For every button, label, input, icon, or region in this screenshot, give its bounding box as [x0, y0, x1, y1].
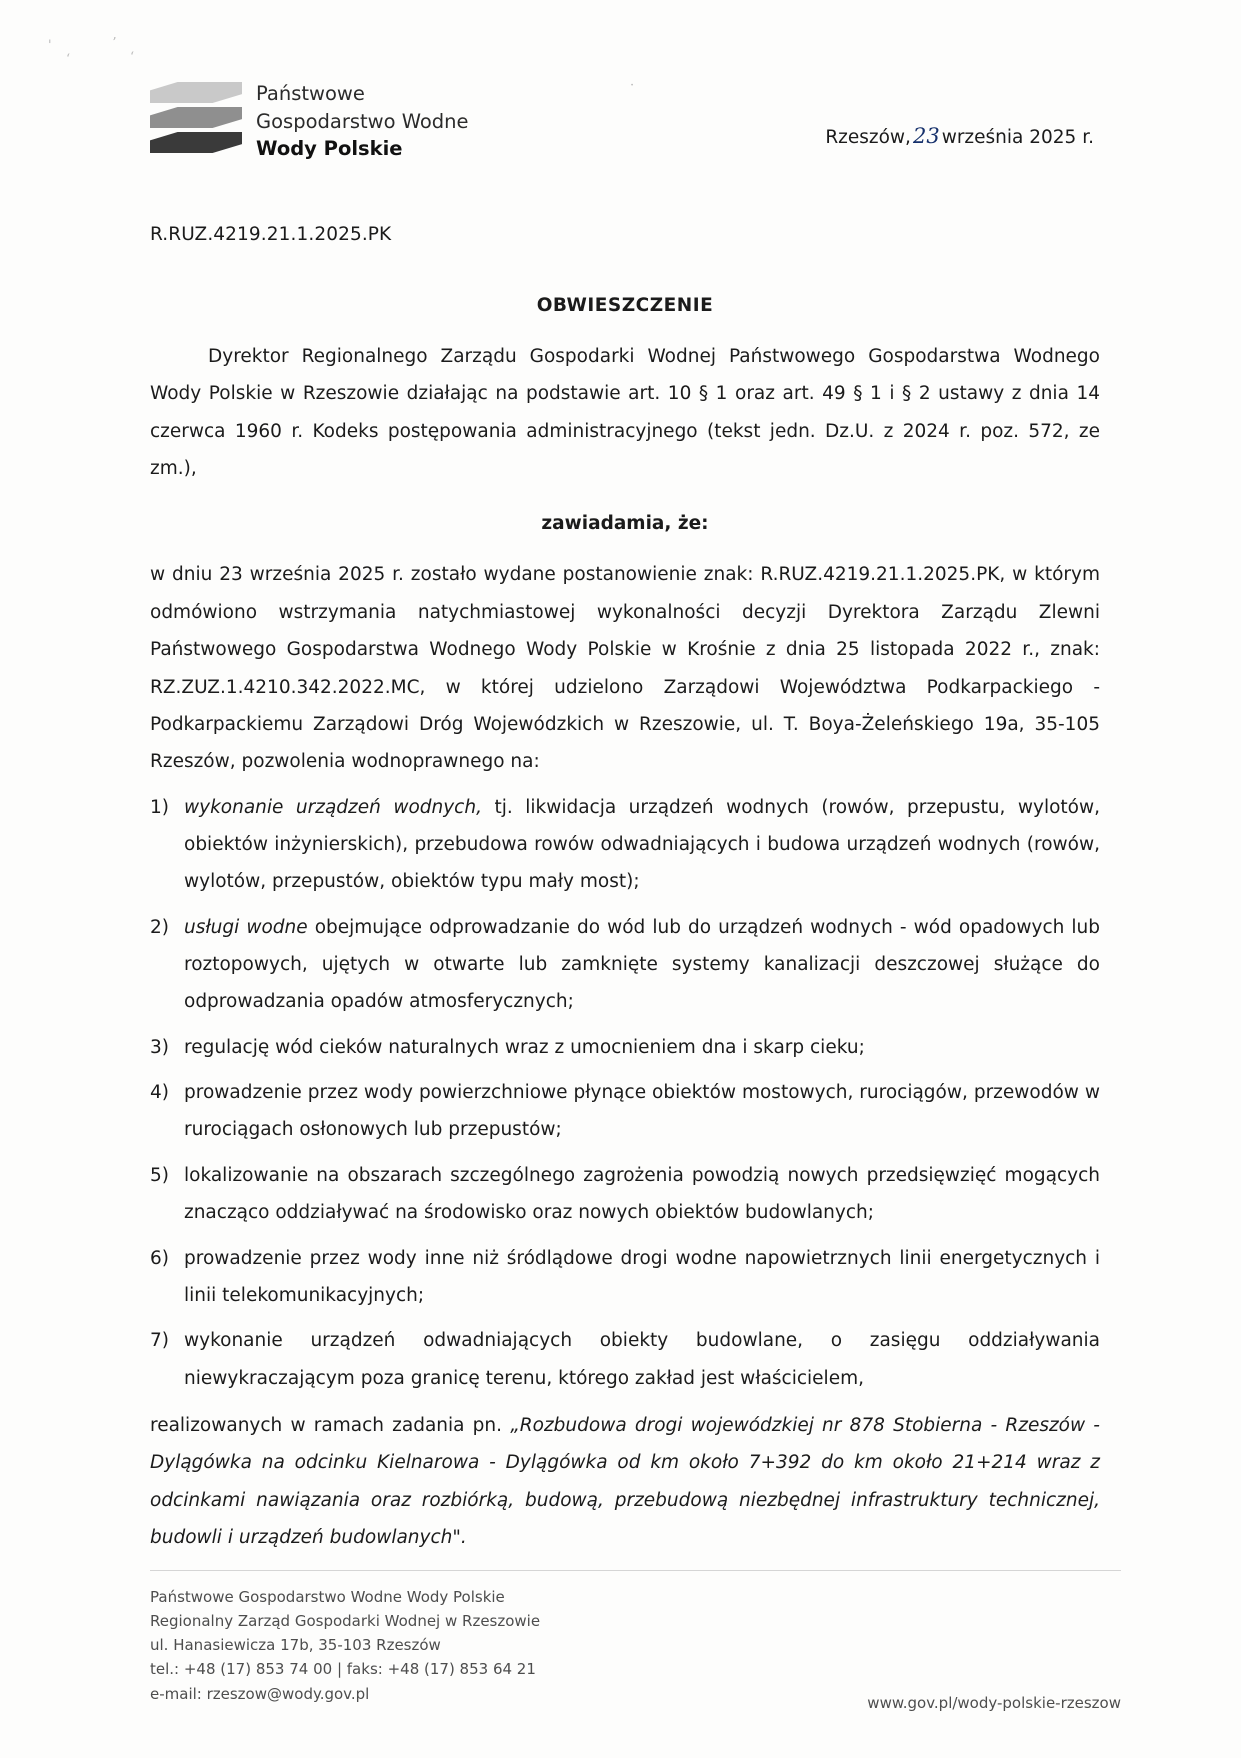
list-item-text: prowadzenie przez wody inne niż śródlądowe drogi wodne napowietrznych linii energetycznych i linii telekomunikacyjnych;: [184, 1247, 1100, 1306]
footer-line-5: e-mail: rzeszow@wody.gov.pl: [150, 1684, 370, 1703]
main-paragraph: w dniu 23 września 2025 r. zostało wydane postanowienie znak: R.RUZ.4219.21.1.2025.PK, w którym odmówiono wstrzymania natychmiastowej wykonalności decyzji Dyrektora Zarządu Zlewni Państwowego Gospodarstwa Wodnego Wody Polskie w Krośnie z dnia 25 listopada 2022 r., znak: RZ.ZUZ.1.4210.342.2022.MC, w której udzielono Zarządowi Województwa Podkarpackiego - Podkarpackiemu Zarządowi Dróg Wojewódzkich w Rzeszowie, ul. T. Boya-Żeleńskiego 19a, 35-105 Rzeszów, pozwolenia wodnoprawnego na:: [150, 564, 1100, 773]
waves-logo-icon: [150, 76, 242, 158]
logo-line-3: Wody Polskie: [256, 137, 403, 161]
footer-line-1: Państwowe Gospodarstwo Wodne Wody Polskie: [150, 1587, 505, 1606]
permit-scope-list: [150, 789, 1100, 1397]
list-item: [150, 1029, 1100, 1066]
notice-lead: zawiadamia, że:: [541, 513, 709, 535]
footer-line-3: ul. Hanasiewicza 17b, 35-103 Rzeszów: [150, 1636, 441, 1655]
list-item-text: tj. likwidacja urządzeń wodnych (rowów, przepustu, wylotów, obiektów inżynierskich), przebudowa rowów odwadniających i budowa urządzeń wodnych (rowów, wylotów, przepustów, obiektów typu mały most);: [184, 796, 1101, 893]
document-footer: [150, 1570, 1121, 1712]
list-item-number: 5): [150, 1164, 169, 1186]
page-title: OBWIESZCZENIE: [536, 295, 714, 316]
list-item: [150, 909, 1100, 1021]
list-item-text: lokalizowanie na obszarach szczególnego zagrożenia powodzią nowych przedsięwzięć mogących znacząco oddziaływać na środowisko oraz nowych obiektów budowlanych;: [184, 1164, 1100, 1224]
list-item-italic-lead: usługi wodne: [184, 916, 308, 938]
list-item-number: 1): [150, 796, 169, 818]
scan-artifact: ·: [630, 78, 635, 93]
list-item-number: 3): [150, 1036, 169, 1058]
scan-artifact: ': [48, 38, 52, 53]
handwritten-day: 23: [912, 124, 940, 148]
footer-line-4: tel.: +48 (17) 853 74 00 | faks: +48 (17) 853 64 21: [150, 1660, 536, 1679]
closing-lead: realizowanych w ramach zadania pn.: [150, 1414, 511, 1436]
document-header: [150, 70, 1100, 180]
closing-paragraph: [150, 1407, 1100, 1556]
list-item: [150, 1240, 1100, 1315]
list-item-number: 4): [150, 1082, 169, 1104]
place-label: Rzeszów,: [825, 127, 911, 148]
list-item-number: 7): [150, 1330, 169, 1352]
list-item-text: wykonanie urządzeń odwadniających obiekty budowlane, o zasięgu oddziaływania niewykraczającym poza granicę terenu, którego zakład jest właścicielem,: [184, 1330, 1100, 1389]
organization-logo: [150, 76, 469, 163]
scan-artifact: ʼ: [112, 36, 117, 51]
list-item-number: 6): [150, 1247, 169, 1269]
document-content: [150, 70, 1100, 1575]
logo-line-1: Państwowe: [256, 82, 365, 105]
scan-artifact: ʻ: [66, 52, 71, 67]
list-item: [150, 1322, 1100, 1397]
organization-name: [256, 76, 469, 163]
list-item-text: prowadzenie przez wody powierzchniowe płynące obiektów mostowych, rurociągów, przewodów w rurociągach osłonowych lub przepustów;: [184, 1082, 1100, 1141]
footer-address-block: [150, 1585, 1121, 1706]
scan-artifact: ʻ: [130, 50, 135, 65]
list-item-text: obejmujące odprowadzanie do wód lub do urządzeń wodnych - wód opadowych lub roztopowych, ujętych w otwarte lub zamknięte systemy kanalizacji deszczowej służące do odprowadzania opadów atmosferycznych;: [184, 916, 1100, 1013]
list-item: [150, 1157, 1100, 1232]
intro-paragraph: Dyrektor Regionalnego Zarządu Gospodarki Wodnej Państwowego Gospodarstwa Wodnego Wody Polskie w Rzeszowie działając na podstawie art. 10 § 1 oraz art. 49 § 1 i § 2 ustawy z dnia 14 czerwca 1960 r. Kodeks postępowania administracyjnego (tekst jedn. Dz.U. z 2024 r. poz. 572, ze zm.),: [150, 346, 1100, 480]
task-name: „Rozbudowa drogi wojewódzkiej nr 878 Stobierna - Rzeszów - Dylągówka na odcinku Kielnarowa - Dylągówka od km około 7+392 do km około 21+214 wraz z odcinkami nawiązania oraz rozbiórką, budową, przebudową niezbędnej infrastruktury technicznej, budowli i urządzeń budowlanych".: [150, 1414, 1100, 1549]
reference-sign: R.RUZ.4219.21.1.2025.PK: [150, 224, 392, 245]
date-rest: września 2025 r.: [941, 127, 1094, 148]
list-item: [150, 1074, 1100, 1149]
logo-line-2: Gospodarstwo Wodne: [256, 109, 469, 133]
list-item-text: regulację wód cieków naturalnych wraz z umocnieniem dna i skarp cieku;: [184, 1036, 865, 1058]
place-and-date: [825, 124, 1094, 148]
footer-website-url[interactable]: www.gov.pl/wody-polskie-rzeszow: [867, 1694, 1121, 1712]
footer-line-2: Regionalny Zarząd Gospodarki Wodnej w Rzeszowie: [150, 1611, 541, 1630]
list-item-number: 2): [150, 916, 169, 938]
list-item-italic-lead: wykonanie urządzeń wodnych,: [184, 796, 482, 818]
list-item: [150, 789, 1100, 901]
